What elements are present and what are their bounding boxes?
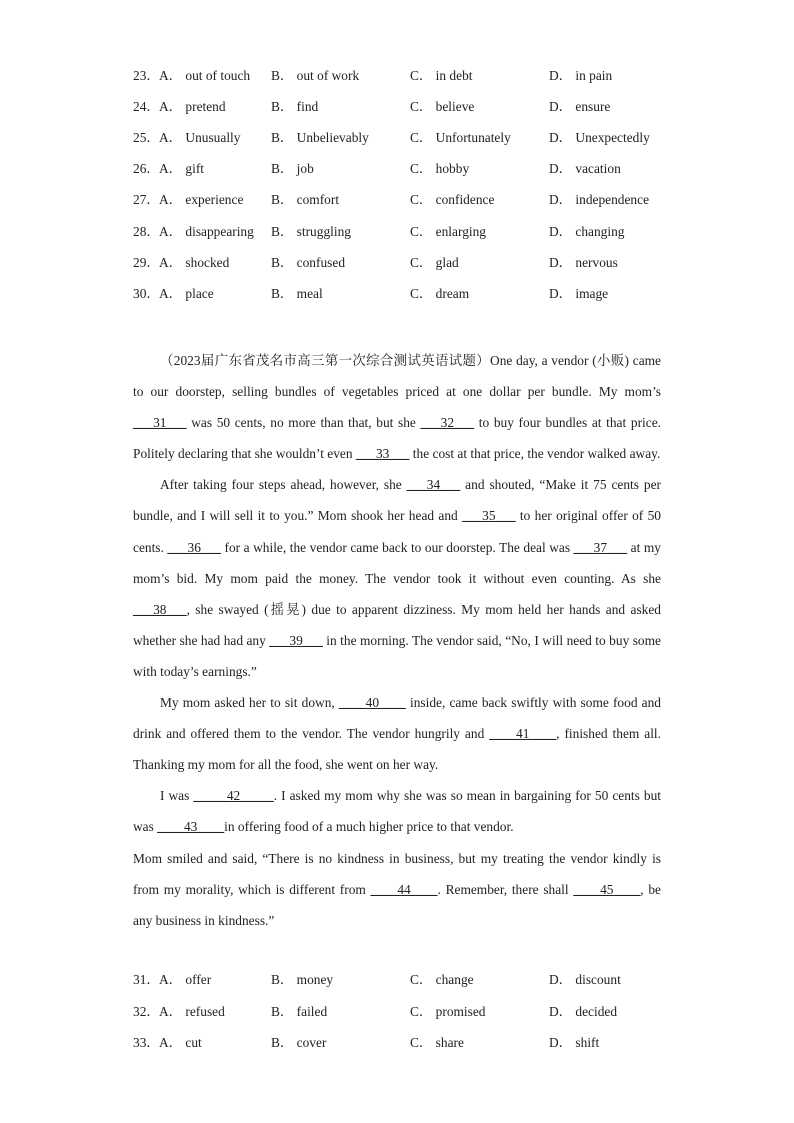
passage-text: , she swayed (摇晃) due to apparent dizziness. My mom held her hands and asked whether she had had any	[133, 601, 661, 648]
question-number: 30．	[133, 286, 160, 301]
blank-45: ____45____	[573, 881, 641, 897]
passage-text: Mom smiled and said, “There is no kindness in business, but my treating the vendor kindly is from my morality, which is different from	[133, 850, 661, 897]
option-a: A． Unusually	[159, 130, 241, 145]
blank-39: ___39___	[269, 632, 323, 648]
passage-text: was 50 cents, no more than that, but she	[186, 415, 421, 431]
passage-text: . Remember, there shall	[437, 881, 574, 897]
question-number: 23．	[133, 68, 160, 83]
option-d: D． Unexpectedly	[549, 130, 650, 145]
blank-37: ___37___	[573, 539, 628, 555]
option-c: C． Unfortunately	[410, 130, 511, 145]
passage-text: （2023届广东省茂名市高三第一次综合测试英语试题）One day, a vendor (小贩) came to our doorstep, selling bundles of vegetables priced at one dollar per bundle. My mom’s	[133, 353, 661, 400]
option-b: B． job	[271, 161, 314, 176]
option-c: C． promised	[410, 1004, 486, 1019]
question-number: 29．	[133, 255, 160, 270]
option-d: D． changing	[549, 224, 625, 239]
option-c: C． glad	[410, 255, 459, 270]
question-number: 31．	[133, 972, 160, 987]
option-a: A． pretend	[159, 99, 226, 114]
paragraph-1	[133, 345, 661, 469]
blank-32: ___32___	[420, 415, 475, 431]
option-c: C． enlarging	[410, 224, 486, 239]
option-b: B． find	[271, 99, 319, 114]
option-c: C． share	[410, 1035, 464, 1050]
option-b: B． out of work	[271, 68, 360, 83]
passage-text: in offering food of a much higher price to that vendor.	[224, 819, 514, 835]
option-c: C． believe	[410, 99, 475, 114]
option-a: A． disappearing	[159, 224, 254, 239]
passage-text: , finished them all. Thanking my mom for all the food, she went on her way.	[133, 726, 661, 773]
passage-text: for a while, the vendor came back to our doorstep. The deal was	[220, 539, 574, 555]
question-number: 24．	[133, 99, 160, 114]
blank-34: ___34___	[406, 477, 461, 493]
option-d: D． in pain	[549, 68, 613, 83]
blank-36: ___36___	[167, 539, 221, 555]
option-b: B． Unbelievably	[271, 130, 369, 145]
option-c: C． change	[410, 972, 474, 987]
blank-38: ___38___	[133, 601, 187, 617]
option-b: B． failed	[271, 1004, 328, 1019]
passage-text: at my mom’s bid. My mom paid the money. The vendor took it without even counting. As she	[133, 539, 661, 586]
option-d: D． shift	[549, 1035, 600, 1050]
option-d: D． decided	[549, 1004, 618, 1019]
question-number: 27．	[133, 192, 160, 207]
blank-41: ____41____	[489, 726, 557, 742]
blank-42: _____42_____	[193, 788, 274, 804]
passage-text: in the morning. The vendor said, “No, I will need to buy some with today’s earnings.”	[133, 632, 661, 679]
blank-40: ____40____	[338, 695, 406, 711]
blank-35: ___35___	[462, 508, 516, 524]
passage-text: . I asked my mom why she was so mean in bargaining for 50 cents but was	[133, 788, 661, 835]
option-c: C． in debt	[410, 68, 473, 83]
passage-text: My mom asked her to sit down,	[160, 695, 339, 711]
option-b: B． confused	[271, 255, 346, 270]
option-d: D． nervous	[549, 255, 618, 270]
option-a: A． place	[159, 286, 214, 301]
paragraph-2	[133, 469, 661, 687]
option-b: B． struggling	[271, 224, 351, 239]
question-number: 28．	[133, 224, 160, 239]
option-a: A． cut	[159, 1035, 202, 1050]
blank-33: ___33___	[355, 446, 410, 462]
option-b: B． money	[271, 972, 334, 987]
option-d: D． vacation	[549, 161, 621, 176]
option-a: A． shocked	[159, 255, 230, 270]
passage-text: , be any business in kindness.”	[133, 881, 661, 928]
passage-text: and shouted, “Make it 75 cents per bundle, and I will sell it to you.” Mom shook her head and	[133, 477, 661, 524]
paragraph-4	[133, 780, 661, 842]
blank-31: ___31___	[133, 415, 187, 431]
passage-text: the cost at that price, the vendor walked away.	[409, 446, 661, 462]
option-a: A． offer	[159, 972, 212, 987]
option-d: D． independence	[549, 192, 650, 207]
option-a: A． refused	[159, 1004, 225, 1019]
passage-text: After taking four steps ahead, however, she	[160, 477, 407, 493]
cloze-passage	[133, 345, 661, 936]
option-b: B． cover	[271, 1035, 327, 1050]
question-number: 25．	[133, 130, 160, 145]
option-d: D． discount	[549, 972, 621, 987]
passage-text: to buy four bundles at that price. Politely declaring that she wouldn’t even	[133, 415, 661, 462]
option-c: C． dream	[410, 286, 470, 301]
question-number: 32．	[133, 1004, 160, 1019]
blank-44: ____44____	[370, 881, 438, 897]
passage-text: to her original offer of 50 cents.	[133, 508, 661, 555]
option-c: C． confidence	[410, 192, 495, 207]
option-d: D． image	[549, 286, 609, 301]
option-d: D． ensure	[549, 99, 611, 114]
option-b: B． meal	[271, 286, 323, 301]
option-a: A． experience	[159, 192, 244, 207]
option-a: A． out of touch	[159, 68, 251, 83]
passage-text: I was	[160, 788, 194, 804]
paragraph-5	[133, 843, 661, 936]
paragraph-3	[133, 687, 661, 780]
option-b: B． comfort	[271, 192, 340, 207]
passage-text: inside, came back swiftly with some food and drink and offered them to the vendor. The vendor hungrily and	[133, 695, 661, 742]
option-a: A． gift	[159, 161, 205, 176]
question-number: 26．	[133, 161, 160, 176]
option-c: C． hobby	[410, 161, 470, 176]
question-number: 33．	[133, 1035, 160, 1050]
blank-43: ____43____	[157, 819, 225, 835]
